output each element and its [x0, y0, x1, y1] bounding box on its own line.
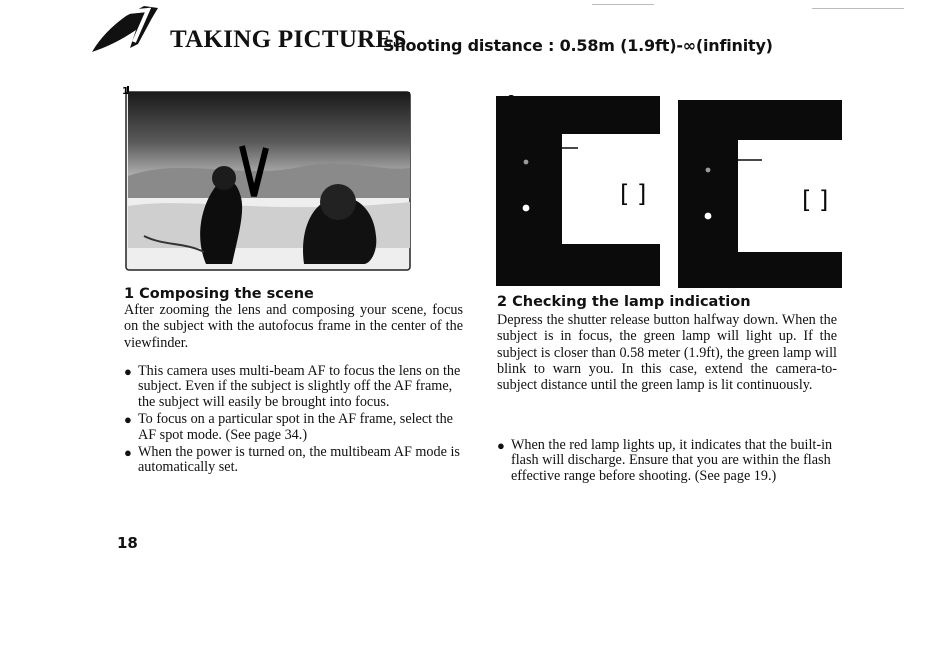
section1-heading: 1 Composing the scene [124, 286, 314, 302]
scene-photo [124, 86, 412, 272]
list-item: ● When the power is turned on, the multibeam AF mode is automatically set. [124, 444, 460, 476]
red-lamp-indicator [524, 160, 529, 165]
top-rule-left [592, 4, 654, 5]
af-frame-mark: [ ] [620, 180, 647, 208]
section2-heading: 2 Checking the lamp indication [497, 294, 751, 310]
section1-bullet-list [124, 364, 463, 478]
page-number: 18 [117, 534, 138, 552]
section1-body: After zooming the lens and composing your scene, focus on the subject with the autofocus frame in the center of the viewfinder. [124, 302, 463, 351]
section2-bullet-list [497, 438, 837, 486]
chapter-number-badge [86, 4, 160, 54]
page-title: TAKING PICTURES [170, 26, 407, 53]
list-item: ● To focus on a particular spot in the AF frame, select the AF spot mode. (See page 34.) [124, 411, 453, 443]
page-subtitle: Shooting distance : 0.58m (1.9ft)-∞(infinity) [383, 36, 773, 55]
list-item: ● When the red lamp lights up, it indicates that the built-in flash will discharge. Ensure that you are within the flash effective range before shooting. (See page 19.) [497, 437, 833, 484]
section2-body: Depress the shutter release button halfway down. When the subject is in focus, the green lamp will light up. If the subject is closer than 0.58 meter (1.9ft), the green lamp will blink to warn you. In this case, extend the camera-to-subject distance until the green lamp is lit continuously. [497, 312, 837, 394]
svg-text:[ ]: [ ] [802, 186, 829, 214]
red-lamp-indicator [706, 168, 711, 173]
green-lamp-indicator [705, 213, 712, 220]
photo-label: 1 [122, 86, 129, 97]
viewfinder-panel-in-focus [496, 96, 660, 286]
green-lamp-indicator [523, 205, 530, 212]
list-item: ● This camera uses multi-beam AF to focus the lens on the subject. Even if the subject is slightly off the AF frame, the subject will easily be brought into focus. [124, 363, 461, 410]
viewfinder-panel-blinking [678, 100, 842, 288]
top-rule-right [812, 8, 904, 9]
